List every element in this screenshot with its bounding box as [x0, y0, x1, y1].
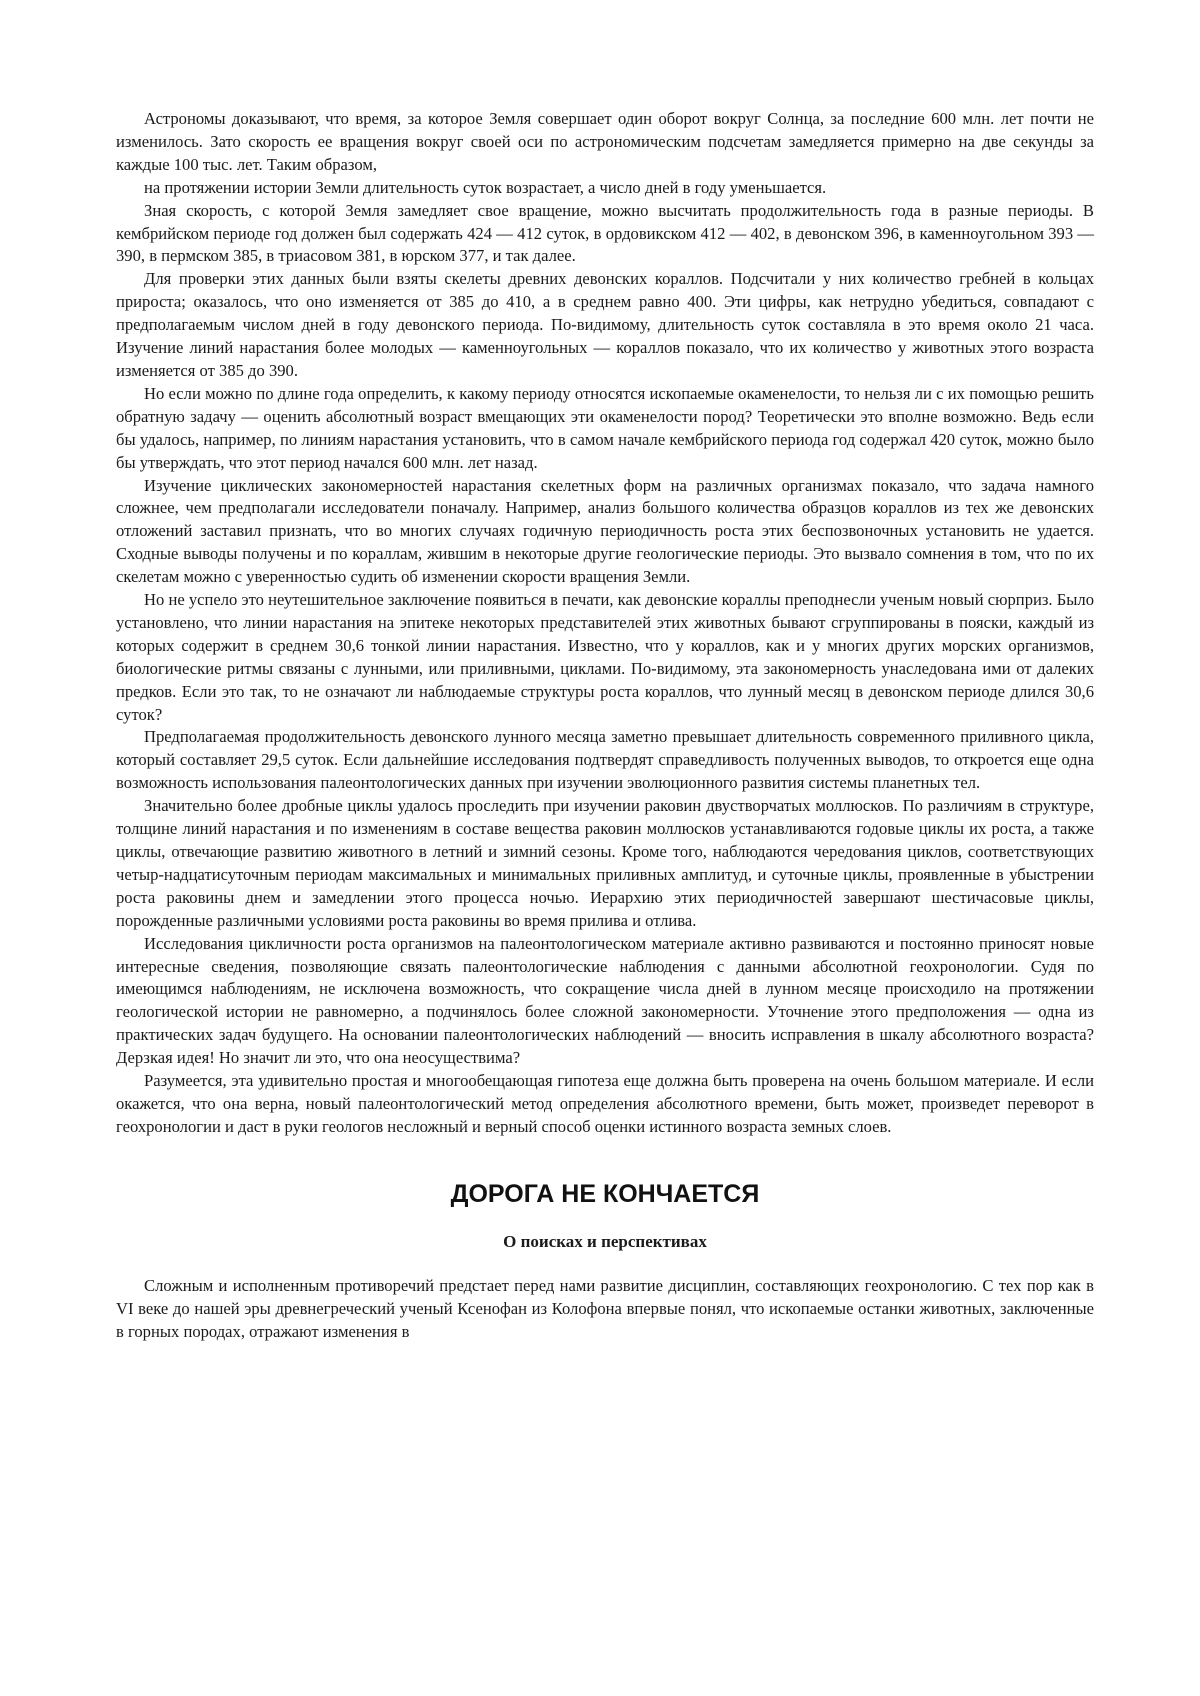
paragraph: Предполагаемая продолжительность девонского лунного месяца заметно превышает длительность современного приливного цикла, который составляет 29,5 суток. Если дальнейшие исследования подтвердят справедливость полученных выводов, то откроется еще одна возможность использования палеонтологических данных при изучении эволюционного развития системы планетных тел. — [116, 727, 1094, 793]
chapter-title: ДОРОГА НЕ КОНЧАЕТСЯ — [450, 1179, 760, 1208]
document-page — [116, 108, 1094, 1344]
paragraph: Значительно более дробные циклы удалось проследить при изучении раковин двустворчатых моллюсков. По различиям в структуре, толщине линий нарастания и по изменениям в составе вещества раковин моллюсков устанавливаются годовые циклы их роста, а также циклы, отвечающие развитию животного в летний и зимний сезоны. Кроме того, наблюдаются чередования циклов, соответствующих четыр-надцатисуточным периодам максимальных и минимальных приливных амплитуд, и суточные циклы, проявленные в убыстрении роста раковины днем и замедлении этого процесса ночью. Иерархию этих периодичностей завершают шестичасовые циклы, порожденные различными условиями роста раковины во время прилива и отлива. — [116, 796, 1094, 930]
paragraph: Разумеется, эта удивительно простая и многообещающая гипотеза еще должна быть проверена на очень большом материале. И если окажется, что она верна, новый палеонтологический метод определения абсолютного времени, быть может, произведет переворот в геохронологии и даст в руки геологов несложный и верный способ оценки истинного возраста земных слоев. — [116, 1071, 1094, 1136]
paragraph: Но не успело это неутешительное заключение появиться в печати, как девонские кораллы преподнесли ученым новый сюрприз. Было установлено, что линии нарастания на эпитеке некоторых представителей этих животных бывают сгруппированы в пояски, каждый из которых содержит в среднем 30,6 тонкой линии нарастания. Известно, что у кораллов, как и у многих других морских организмов, биологические ритмы связаны с лунными, или приливными, циклами. По-видимому, эта закономерность унаследована ими от далеких предков. Если это так, то не означают ли наблюдаемые структуры роста кораллов, что лунный месяц в девонском периоде длился 30,6 суток? — [116, 590, 1094, 724]
chapter-subtitle: О поисках и перспективах — [503, 1231, 707, 1251]
paragraph: Исследования цикличности роста организмов на палеонтологическом материале активно развиваются и постоянно приносят новые интересные сведения, позволяющие связать палеонтологические наблюдения с данными абсолютной геохронологии. Судя по имеющимся наблюдениям, не исключена возможность, что сокращение числа дней в лунном месяце происходило на протяжении геологической истории не равномерно, а подчинялось более сложной закономерности. Уточнение этого предположения — одна из практических задач будущего. На основании палеонтологических наблюдений — вносить исправления в шкалу абсолютного возраста? Дерзкая идея! Но значит ли это, что она неосуществима? — [116, 933, 1094, 1068]
paragraph: Но если можно по длине года определить, к какому периоду относятся ископаемые окаменелости, то нельзя ли с их помощью решить обратную задачу — оценить абсолютный возраст вмещающих эти окаменелости пород? Теоретически это вполне возможно. Ведь если бы удалось, например, по линиям нарастания установить, что в самом начале кембрийского периода год содержал 420 суток, можно было бы утверждать, что этот период начался 600 млн. лет назад. — [116, 383, 1094, 472]
paragraph: Изучение циклических закономерностей нарастания скелетных форм на различных организмах показало, что задача намного сложнее, чем предполагали исследователи поначалу. Например, анализ большого количества образцов кораллов из тех же девонских отложений заставил признать, что во многих случаях годичную периодичность роста этих беспозвоночных установить не удается. Сходные выводы получены и по кораллам, жившим в некоторые другие геологические периоды. Это вызвало сомнения в том, что по их скелетам можно с уверенностью судить об изменении скорости вращения Земли. — [116, 475, 1094, 587]
paragraph: Астрономы доказывают, что время, за которое Земля совершает один оборот вокруг Солнца, за последние 600 млн. лет почти не изменилось. Зато скорость ее вращения вокруг своей оси по астрономическим подсчетам замедляется примерно на две секунды за каждые 100 тыс. лет. Таким образом, — [116, 109, 1094, 174]
paragraph: Сложным и исполненным противоречий предстает перед нами развитие дисциплин, составляющих геохронологию. С тех пор как в VI веке до нашей эры древнегреческий ученый Ксенофан из Колофона впервые понял, что ископаемые останки животных, заключенные в горных породах, отражают изменения в — [116, 1275, 1094, 1341]
paragraph: на протяжении истории Земли длительность суток возрастает, а число дней в году уменьшается. — [144, 177, 827, 197]
paragraph: Для проверки этих данных были взяты скелеты древних девонских кораллов. Подсчитали у них количество гребней в кольцах прироста; оказалось, что оно изменяется от 385 до 410, а в среднем равно 400. Эти цифры, как нетрудно убедиться, совпадают с предполагаемым числом дней в году девонского периода. По-видимому, длительность суток составляла в это время около 21 часа. Изучение линий нарастания более молодых — каменноугольных — кораллов показало, что их количество у животных этого возраста изменяется от 385 до 390. — [116, 269, 1094, 380]
paragraph: Зная скорость, с которой Земля замедляет свое вращение, можно высчитать продолжительность года в разные периоды. В кембрийском периоде год должен был содержать 424 — 412 суток, в ордовикском 412 — 402, в девонском 396, в каменноугольном 393 — 390, в пермском 385, в триасовом 381, в юрском 377, и так далее. — [116, 200, 1094, 266]
